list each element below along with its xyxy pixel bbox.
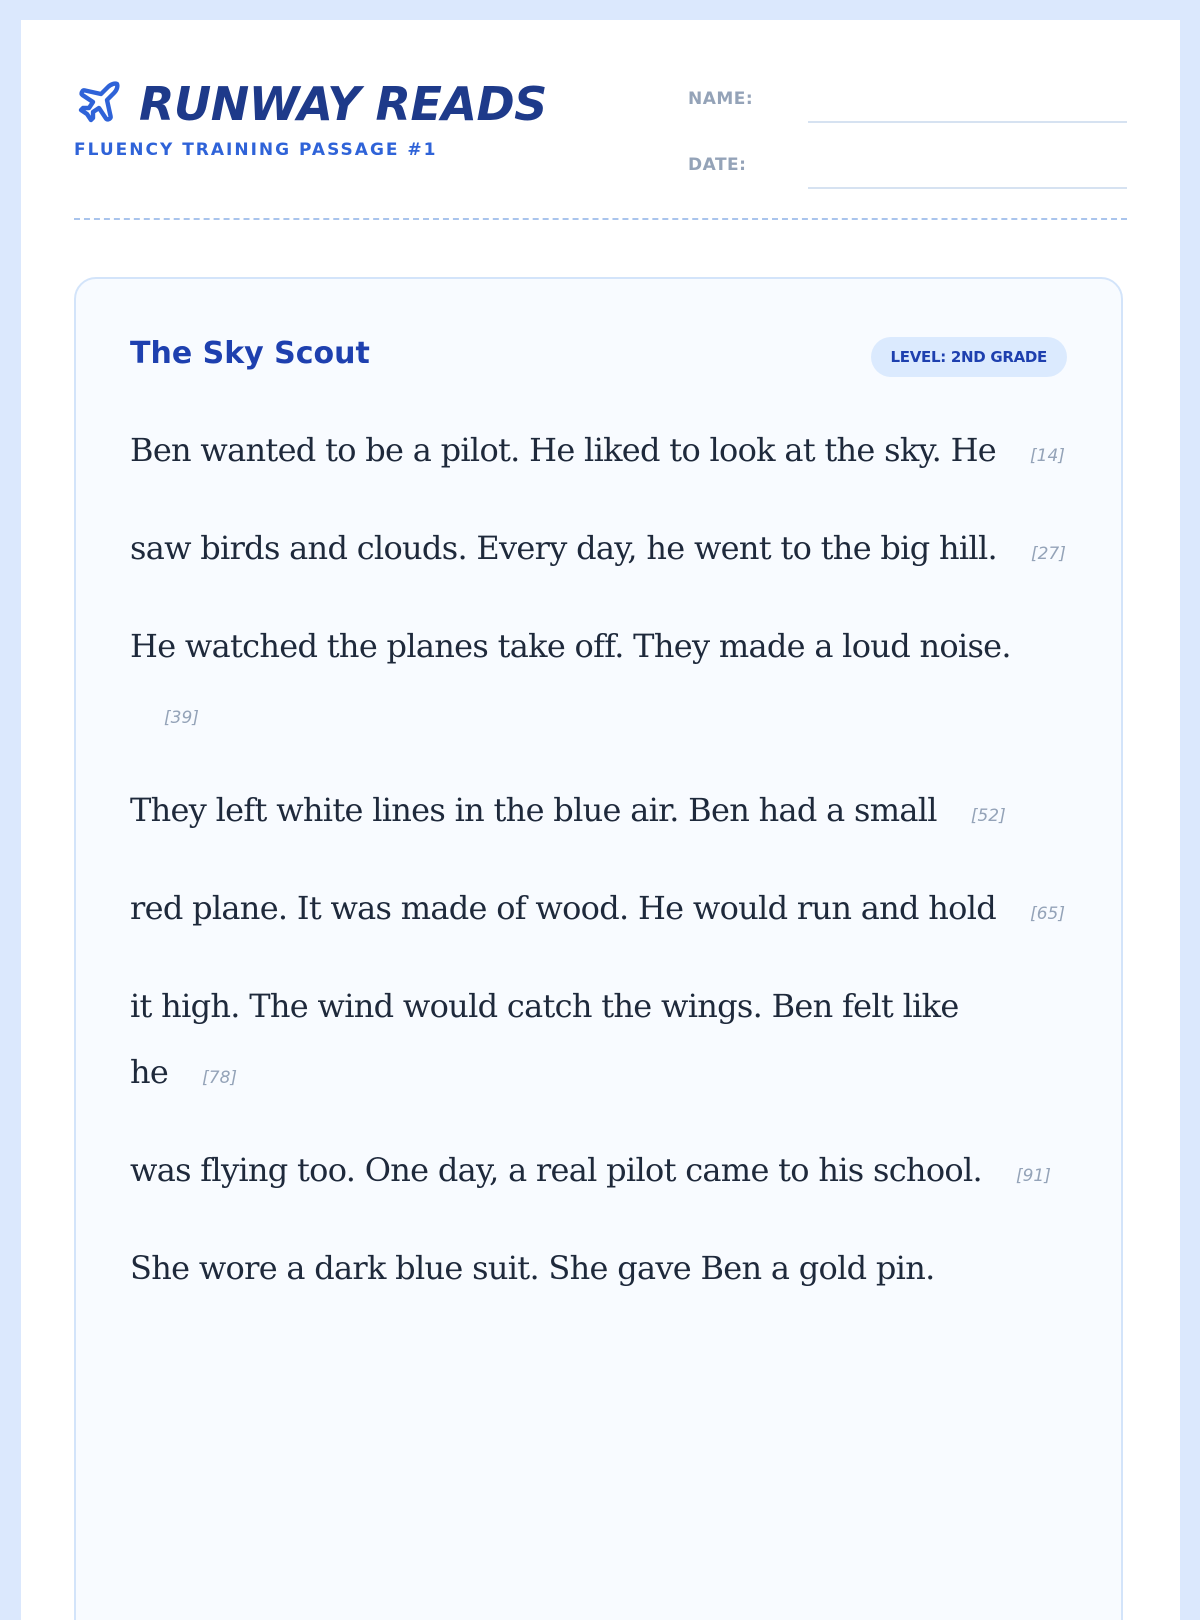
passage-line: [130, 417, 1070, 489]
passage-card: [74, 277, 1123, 1620]
word-count: [39]: [164, 708, 199, 728]
level-badge: LEVEL: 2ND GRADE: [871, 337, 1067, 377]
word-count: [14]: [1030, 446, 1065, 466]
passage-line-text: He watched the planes take off. They made a loud noise.: [130, 627, 1011, 665]
passage-subtitle: FLUENCY TRAINING PASSAGE #1: [74, 140, 438, 160]
word-count: [91]: [1015, 1166, 1051, 1186]
passage-line-text: She wore a dark blue suit. She gave Ben a gold pin.: [130, 1249, 935, 1287]
passage-line: [130, 515, 1070, 587]
passage-line: [130, 973, 1070, 1111]
passage-line: [130, 875, 1070, 947]
passage-line-text: They left white lines in the blue air. Ben had a small: [130, 791, 937, 829]
date-label: DATE:: [688, 155, 747, 175]
passage-line-text: it high. The wind would catch the wings. Ben felt like he: [130, 987, 959, 1091]
worksheet-page: [21, 20, 1180, 1620]
passage-line-text: was flying too. One day, a real pilot came to his school.: [130, 1151, 982, 1189]
story-title: The Sky Scout: [130, 336, 370, 371]
word-count: [65]: [1030, 904, 1065, 924]
passage-line: [130, 1137, 1070, 1209]
date-field[interactable]: [808, 187, 1127, 189]
header-divider: [74, 218, 1127, 220]
word-count: [78]: [202, 1068, 238, 1088]
passage-line-text: saw birds and clouds. Every day, he went to the big hill.: [130, 529, 997, 567]
passage-line-text: Ben wanted to be a pilot. He liked to look at the sky. He: [130, 431, 997, 469]
name-label: NAME:: [688, 89, 754, 109]
word-count: [52]: [970, 806, 1006, 826]
passage-line: [130, 1235, 1070, 1301]
word-count: [27]: [1030, 544, 1066, 564]
worksheet-header: [21, 20, 1180, 250]
passage-line: [130, 613, 1070, 751]
passage-text: [130, 417, 1070, 1327]
passage-line: [130, 777, 1070, 849]
passage-line-text: red plane. It was made of wood. He would run and hold: [130, 889, 997, 927]
name-field[interactable]: [808, 121, 1127, 123]
brand-title: RUNWAY READS: [139, 77, 547, 131]
airplane-icon: [75, 78, 123, 126]
